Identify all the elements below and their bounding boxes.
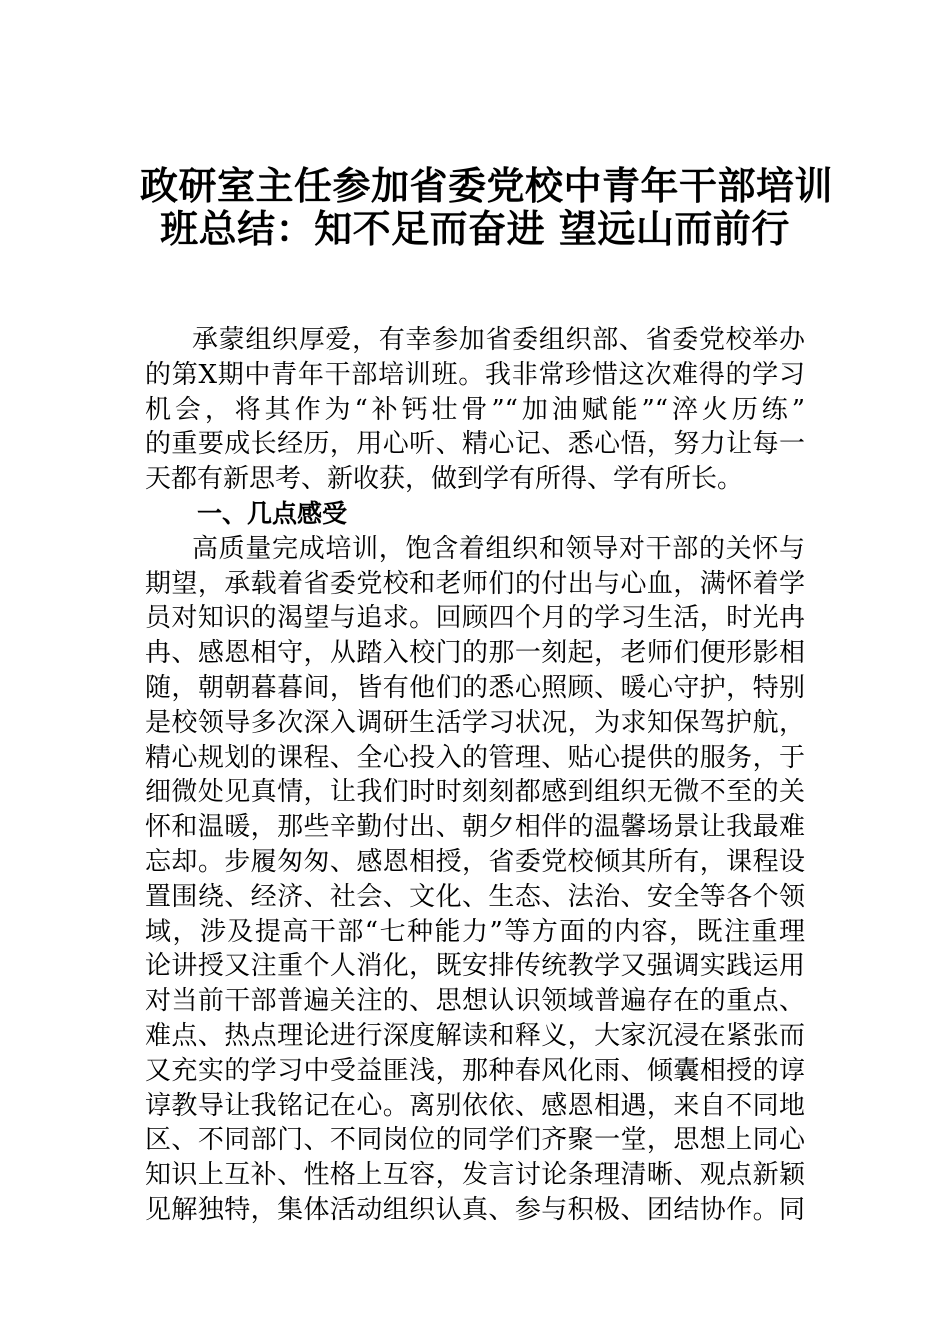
paragraph-2-line: 是校领导多次深入调研生活学习状况，为求知保驾护航， [145,707,805,738]
document-title-line-1: 政研室主任参加省委党校中青年干部培训 [140,163,834,208]
paragraph-2-line: 随，朝朝暮暮间，皆有他们的悉心照顾、暖心守护，特别 [145,672,805,703]
paragraph-1-line: 机会，将其作为“补钙壮骨”“加油赋能”“淬火历练” [145,394,805,425]
paragraph-1-line: 承蒙组织厚爱，有幸参加省委组织部、省委党校举办 [192,325,805,355]
paragraph-2-line: 知识上互补、性格上互容，发言讨论条理清晰、观点新颖 [145,1160,805,1191]
paragraph-2-line: 冉、感恩相守，从踏入校门的那一刻起，老师们便形影相 [145,638,805,669]
paragraph-2-line: 对当前干部普遍关注的、思想认识领域普遍存在的重点、 [145,986,805,1017]
paragraph-2-line: 区、不同部门、不同岗位的同学们齐聚一堂，思想上同心 [145,1125,805,1156]
document-title-line-2: 班总结：知不足而奋进 望远山而前行 [160,206,790,251]
paragraph-2-line: 细微处见真情，让我们时时刻刻都感到组织无微不至的关 [145,777,805,808]
paragraph-2-line: 难点、热点理论进行深度解读和释义，大家沉浸在紧张而 [145,1020,805,1051]
paragraph-1-line: 的重要成长经历，用心听、精心记、悉心悟，努力让每一 [145,429,805,460]
paragraph-2-line: 域，涉及提高干部“七种能力”等方面的内容，既注重理 [145,916,805,947]
paragraph-2-line: 见解独特，集体活动组织认真、参与积极、团结协作。同 [145,1194,805,1225]
paragraph-2-line: 怀和温暖，那些辛勤付出、朝夕相伴的温馨场景让我最难 [145,812,805,843]
document-body [145,323,805,1228]
paragraph-1-line: 天都有新思考、新收获，做到学有所得、学有所长。 [145,464,744,495]
paragraph-2-line: 忘却。步履匆匆、感恩相授，省委党校倾其所有，课程设 [145,846,805,877]
paragraph-2-line: 置围绕、经济、社会、文化、生态、法治、安全等各个领 [145,881,805,912]
paragraph-2-line: 又充实的学习中受益匪浅，那种春风化雨、倾囊相授的谆 [145,1055,805,1086]
paragraph-2-line: 论讲授又注重个人消化，既安排传统教学又强调实践运用 [145,951,805,982]
paragraph-2-line: 期望，承载着省委党校和老师们的付出与心血，满怀着学 [145,568,805,599]
paragraph-2-line: 精心规划的课程、全心投入的管理、贴心提供的服务，于 [145,742,805,773]
paragraph-1-line: 的第X期中青年干部培训班。我非常珍惜这次难得的学习 [145,359,805,390]
paragraph-2-line: 谆教导让我铭记在心。离别依依、感恩相遇，来自不同地 [145,1090,805,1121]
paragraph-2-line: 员对知识的渴望与追求。回顾四个月的学习生活，时光冉 [145,603,805,634]
section-heading: 一、几点感受 [197,498,348,528]
paragraph-2-line: 高质量完成培训，饱含着组织和领导对干部的关怀与 [192,533,805,564]
